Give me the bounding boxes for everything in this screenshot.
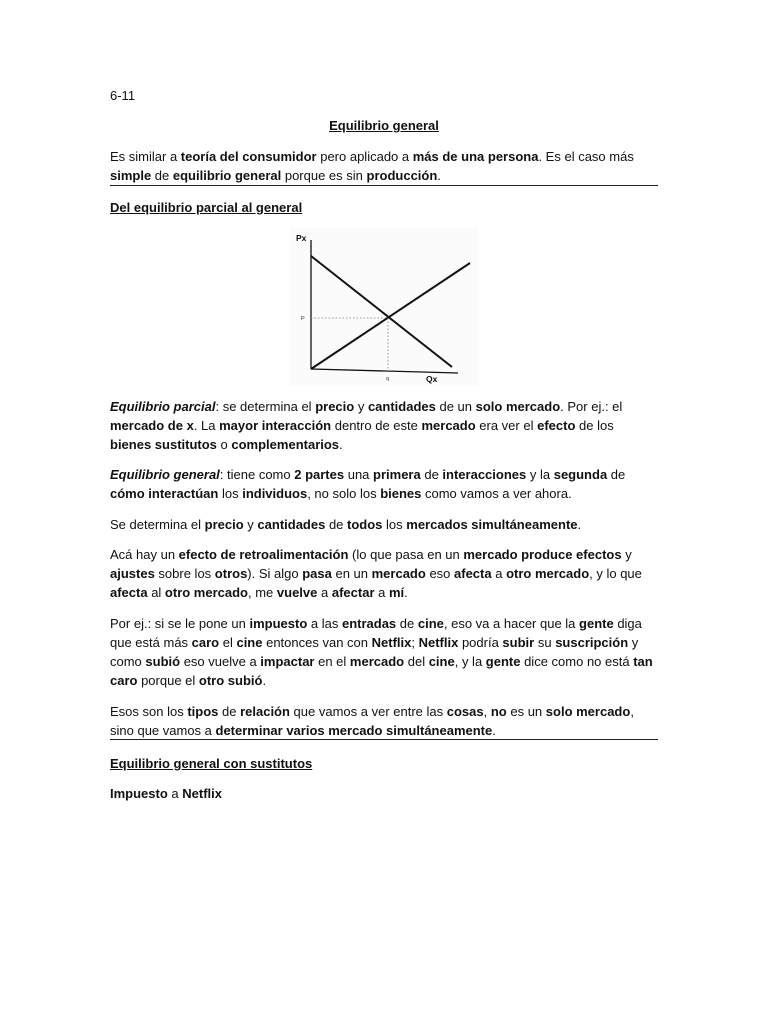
text-run: otro subió bbox=[198, 673, 263, 688]
text-run: impuesto bbox=[249, 616, 308, 631]
text-run: efecto de retroalimentación bbox=[178, 547, 349, 562]
text-run: subió bbox=[145, 654, 181, 669]
text-run: segunda bbox=[553, 467, 608, 482]
text-run: su bbox=[534, 635, 556, 650]
text-run: tipos bbox=[187, 704, 219, 719]
text-run: solo mercado bbox=[475, 399, 561, 414]
text-run: pasa bbox=[302, 566, 332, 581]
text-run: subir bbox=[502, 635, 535, 650]
text-run: (lo que pasa en un bbox=[348, 547, 464, 562]
text-run: vuelve bbox=[276, 585, 318, 600]
text-run: Esos son los bbox=[110, 704, 188, 719]
text-run: y como bbox=[110, 635, 639, 669]
intro-paragraph bbox=[110, 147, 658, 185]
text-run: Netflix bbox=[182, 786, 222, 801]
section-heading-sustitutos: Equilibrio general con sustitutos bbox=[110, 756, 313, 771]
text-run: gente bbox=[485, 654, 521, 669]
section-divider-2 bbox=[110, 739, 658, 740]
text-run: individuos bbox=[242, 486, 308, 501]
text-run: sobre los bbox=[154, 566, 215, 581]
text-run: mercados simultáneamente bbox=[406, 517, 578, 532]
text-run: Impuesto bbox=[110, 786, 168, 801]
text-run: gente bbox=[579, 616, 614, 631]
text-run: . bbox=[404, 585, 408, 600]
section-divider bbox=[110, 185, 658, 186]
text-run: el bbox=[219, 635, 237, 650]
text-run: a las bbox=[307, 616, 342, 631]
text-run: , y lo que bbox=[589, 566, 642, 581]
text-run: equilibrio general bbox=[172, 168, 282, 183]
text-run: , no solo los bbox=[307, 486, 381, 501]
text-run: de bbox=[151, 168, 173, 183]
text-run: 2 partes bbox=[294, 467, 345, 482]
text-run: primera bbox=[373, 467, 421, 482]
text-run: simple bbox=[110, 168, 152, 183]
text-run: caro bbox=[191, 635, 220, 650]
text-run: mercado bbox=[371, 566, 426, 581]
text-run: a bbox=[167, 786, 183, 801]
paragraph-equilibrio-general bbox=[110, 465, 658, 503]
paragraph-tipos-relacion bbox=[110, 702, 658, 740]
text-run: al bbox=[147, 585, 165, 600]
text-run: de bbox=[420, 467, 443, 482]
text-run: , y la bbox=[454, 654, 486, 669]
text-run: ; bbox=[411, 635, 419, 650]
text-run: entonces van con bbox=[262, 635, 372, 650]
text-run: . bbox=[339, 437, 343, 452]
text-run: todos bbox=[347, 517, 383, 532]
text-run: : se determina el bbox=[215, 399, 316, 414]
text-run: de bbox=[607, 467, 626, 482]
text-run: Netflix bbox=[371, 635, 412, 650]
text-run: cosas bbox=[446, 704, 484, 719]
text-run: otro mercado bbox=[506, 566, 590, 581]
text-run: Es similar a bbox=[110, 149, 181, 164]
text-run: . bbox=[577, 517, 582, 532]
text-run: y bbox=[243, 517, 258, 532]
paragraph-ejemplo-cine bbox=[110, 614, 658, 690]
text-run: afecta bbox=[110, 585, 148, 600]
text-run: una bbox=[344, 467, 374, 482]
text-run: eso vuelve a bbox=[180, 654, 261, 669]
subheading-impuesto-netflix bbox=[110, 784, 658, 803]
text-run: efecto bbox=[537, 418, 576, 433]
text-run: entradas bbox=[341, 616, 397, 631]
text-run: . bbox=[492, 723, 496, 738]
text-run: mayor interacción bbox=[219, 418, 332, 433]
text-run: Acá hay un bbox=[110, 547, 179, 562]
text-run: suscripción bbox=[555, 635, 629, 650]
text-run: cantidades bbox=[367, 399, 436, 414]
text-run: que vamos a ver entre las bbox=[289, 704, 447, 719]
text-run: relación bbox=[240, 704, 290, 719]
text-run: Equilibrio general bbox=[110, 467, 220, 482]
text-run: interacciones bbox=[442, 467, 527, 482]
text-run: mercado produce efectos bbox=[463, 547, 622, 562]
supply-demand-figure bbox=[290, 228, 478, 386]
text-run: los bbox=[218, 486, 243, 501]
text-run: de un bbox=[435, 399, 476, 414]
section-heading-parcial-general: Del equilibrio parcial al general bbox=[110, 200, 303, 215]
text-run: mí bbox=[388, 585, 405, 600]
text-run: cantidades bbox=[257, 517, 326, 532]
text-run: a bbox=[491, 566, 507, 581]
text-run: dice como no está bbox=[520, 654, 634, 669]
text-run: mercado de x bbox=[110, 418, 194, 433]
text-run: producción bbox=[366, 168, 438, 183]
text-run: impactar bbox=[260, 654, 315, 669]
text-run: Equilibrio parcial bbox=[110, 399, 216, 414]
text-run: teoría del consumidor bbox=[180, 149, 317, 164]
document-title: Equilibrio general bbox=[329, 118, 439, 133]
figure-background bbox=[290, 228, 478, 386]
text-run: , sino que vamos a bbox=[110, 704, 634, 738]
text-run: . Es el caso más bbox=[538, 149, 634, 164]
text-run: eso bbox=[425, 566, 455, 581]
text-run: : tiene como bbox=[219, 467, 295, 482]
quantity-label: q bbox=[386, 376, 390, 382]
supply-demand-diagram bbox=[290, 228, 478, 386]
date-label: 6-11 bbox=[110, 88, 136, 103]
text-run: Netflix bbox=[418, 635, 459, 650]
text-run: . Por ej.: el bbox=[560, 399, 623, 414]
text-run: cine bbox=[236, 635, 263, 650]
text-run: . La bbox=[193, 418, 220, 433]
text-run: o bbox=[216, 437, 232, 452]
paragraph-equilibrio-parcial bbox=[110, 397, 658, 454]
text-run: otros bbox=[214, 566, 248, 581]
text-run: mercado bbox=[349, 654, 405, 669]
x-axis-label: Qx bbox=[426, 374, 438, 384]
text-run: en el bbox=[314, 654, 350, 669]
text-run: tan caro bbox=[110, 654, 653, 688]
text-run: y bbox=[621, 547, 632, 562]
text-run: Se determina el bbox=[110, 517, 205, 532]
text-run: diga que está más bbox=[110, 616, 642, 650]
text-run: porque es sin bbox=[281, 168, 367, 183]
text-run: mercado bbox=[421, 418, 476, 433]
text-run: complementarios bbox=[231, 437, 340, 452]
text-run: pero aplicado a bbox=[316, 149, 413, 164]
text-run: , eso va a hacer que la bbox=[443, 616, 580, 631]
text-run: afectar bbox=[331, 585, 375, 600]
text-run: cine bbox=[417, 616, 444, 631]
text-run: era ver el bbox=[475, 418, 538, 433]
text-run: porque el bbox=[137, 673, 199, 688]
text-run: , me bbox=[248, 585, 277, 600]
text-run: a bbox=[374, 585, 389, 600]
text-run: de bbox=[218, 704, 241, 719]
text-run: en un bbox=[331, 566, 372, 581]
text-run: ). Si algo bbox=[247, 566, 303, 581]
text-run: precio bbox=[315, 399, 355, 414]
text-run: cómo interactúan bbox=[110, 486, 219, 501]
text-run: afecta bbox=[454, 566, 492, 581]
text-run: Por ej.: si se le pone un bbox=[110, 616, 250, 631]
text-run: los bbox=[382, 517, 407, 532]
text-run: . bbox=[262, 673, 267, 688]
text-run: podría bbox=[458, 635, 503, 650]
text-run: , bbox=[483, 704, 491, 719]
text-run: otro mercado bbox=[164, 585, 248, 600]
paragraph-determina bbox=[110, 515, 658, 534]
text-run: como vamos a ver ahora. bbox=[421, 486, 572, 501]
text-run: más de una persona bbox=[412, 149, 539, 164]
text-run: y la bbox=[526, 467, 554, 482]
text-run: y bbox=[354, 399, 368, 414]
price-label: P bbox=[301, 316, 305, 322]
text-run: de bbox=[325, 517, 348, 532]
text-run: del bbox=[404, 654, 429, 669]
y-axis-label: Px bbox=[296, 233, 307, 243]
text-run: cine bbox=[428, 654, 455, 669]
text-run: dentro de este bbox=[331, 418, 422, 433]
text-run: de los bbox=[575, 418, 614, 433]
text-run: determinar varios mercado simultáneamente bbox=[215, 723, 493, 738]
text-run: a bbox=[317, 585, 332, 600]
text-run: bienes sustitutos bbox=[110, 437, 217, 452]
text-run: solo mercado bbox=[545, 704, 631, 719]
text-run: no bbox=[490, 704, 507, 719]
text-run: precio bbox=[204, 517, 244, 532]
paragraph-retroalimentacion bbox=[110, 545, 658, 602]
text-run: bienes bbox=[380, 486, 422, 501]
text-run: de bbox=[396, 616, 418, 631]
text-run: . bbox=[437, 168, 441, 183]
text-run: es un bbox=[506, 704, 546, 719]
text-run: ajustes bbox=[110, 566, 155, 581]
